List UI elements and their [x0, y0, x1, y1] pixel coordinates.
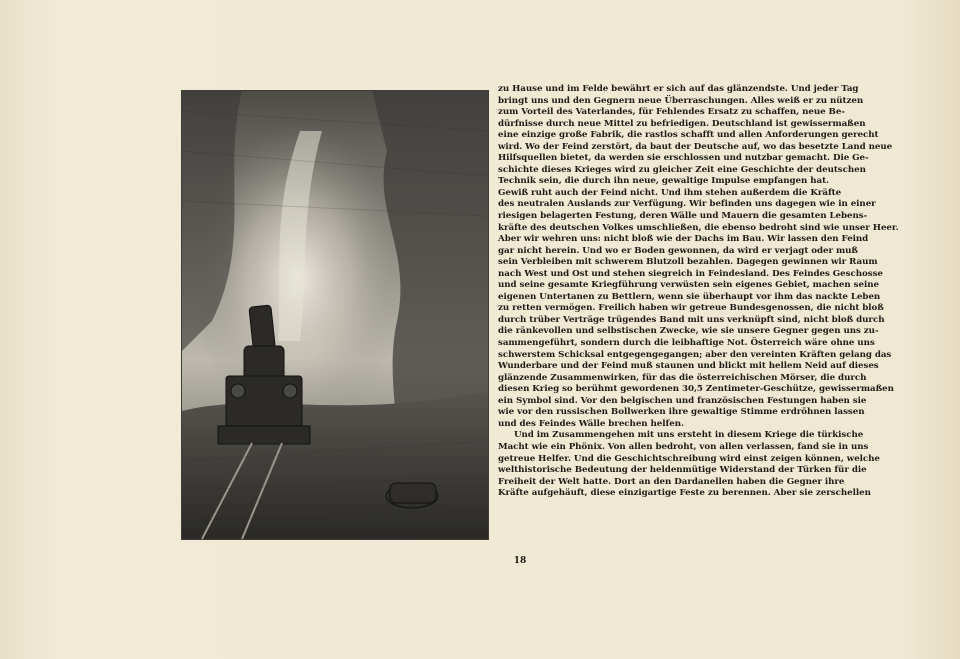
text-line: ein Symbol sind. Vor den belgischen und französischen Festungen haben sie — [498, 395, 867, 406]
text-line: Hilfsquellen bietet, da werden sie erschlossen und nutzbar gemacht. Die Ge- — [498, 153, 869, 164]
text-line: Aber wir wehren uns: nicht bloß wie der Dachs im Bau. Wir lassen den Feind — [498, 234, 869, 245]
text-line: Freiheit der Welt hatte. Dort an den Dardanellen haben die Gegner ihre — [498, 476, 845, 487]
text-line: eigenen Untertanen zu Bettlern, wenn sie überhaupt vor ihm das nackte Leben — [498, 291, 881, 302]
text-line: zum Vorteil des Vaterlandes, für Fehlendes Ersatz zu schaffen, neue Be- — [498, 107, 845, 118]
illustration-plate — [182, 91, 488, 539]
text-line: die ränkevollen und selbstischen Zwecke, wie sie unsere Gegner gegen uns zu- — [498, 326, 879, 337]
text-line: sein Verbleiben mit schwerem Blutzoll bezahlen. Dagegen gewinnen wir Raum — [498, 257, 878, 268]
text-line: zu retten vermögen. Freilich haben wir getreue Bundesgenossen, die nicht bloß — [498, 303, 884, 314]
text-line: des neutralen Auslands zur Verfügung. Wir befinden uns dagegen wie in einer — [498, 199, 876, 210]
text-line: sammengeführt, sondern durch die leibhaftige Not. Österreich wäre ohne uns — [498, 338, 875, 349]
text-line: glänzende Zusammenwirken, für das die österreichischen Mörser, die durch — [498, 372, 867, 383]
text-line: Macht wie ein Phönix. Von allen bedroht, von allen verlassen, fand sie in uns — [498, 441, 869, 452]
text-line: Und im Zusammengehen mit uns ersteht in diesem Kriege die türkische — [514, 430, 864, 441]
text-line: welthistorische Bedeutung der heldenmütige Widerstand der Türken für die — [498, 465, 867, 476]
text-line: riesigen belagerten Festung, deren Wälle und Mauern die gesamten Lebens- — [498, 211, 868, 222]
page-number: 18 — [513, 556, 527, 566]
text-line: wird. Wo der Feind zerstört, da baut der Deutsche auf, wo das besetzte Land neue — [498, 141, 893, 152]
text-line: kräfte des deutschen Volkes umschließen, die ebenso bedroht sind wie unser Heer. — [498, 222, 899, 233]
mortar-illustration — [182, 91, 488, 539]
text-line: zu Hause und im Felde bewährt er sich auf das glänzendste. Und jeder Tag — [498, 84, 859, 94]
text-line: wie vor den russischen Bollwerken ihre gewaltige Stimme erdröhnen lassen — [498, 407, 865, 418]
text-line: eine einzige große Fabrik, die rastlos schafft und allen Anforderungen gerecht — [498, 130, 879, 141]
text-line: nach West und Ost und stehen siegreich in Feindesland. Des Feindes Geschosse — [498, 268, 883, 279]
text-line: schwerstem Schicksal entgegengegangen; aber den vereinten Kräften gelang das — [498, 349, 892, 360]
text-line: getreue Helfer. Und die Geschichtschreibung wird einst zeigen können, welche — [498, 453, 880, 464]
text-line: und des Feindes Wälle brechen helfen. — [498, 418, 684, 429]
text-line: bringt uns und den Gegnern neue Überraschungen. Alles weiß er zu nützen — [498, 95, 864, 106]
text-line: durch trüber Verträge trügendes Band mit uns verknüpft sind, nicht bloß durch — [498, 314, 885, 325]
body-text — [498, 84, 899, 554]
text-line: dürfnisse durch neue Mittel zu befriedigen. Deutschland ist gewissermaßen — [498, 118, 866, 129]
text-line: Gewiß ruht auch der Feind nicht. Und ihm stehen außerdem die Kräfte — [498, 187, 842, 198]
text-line: Wunderbare und der Feind muß staunen und blickt mit hellem Neid auf dieses — [498, 361, 879, 372]
text-line: gar nicht herein. Und wo er Boden gewonnen, da wird er verjagt oder muß — [498, 245, 858, 256]
text-line: diesen Krieg so berühmt gewordenen 30,5 Zentimeter-Geschütze, gewissermaßen — [498, 384, 894, 395]
text-line: schichte dieses Krieges wird zu gleicher Zeit eine Geschichte der deutschen — [498, 164, 866, 175]
text-line: Technik sein, die durch ihn neue, gewaltige Impulse empfangen hat. — [498, 176, 830, 187]
text-line: Kräfte aufgehäuft, diese einzigartige Feste zu berennen. Aber sie zerschellen — [498, 488, 871, 499]
text-line: und seine gesamte Kriegführung verwüsten sein eigenes Gebiet, machen seine — [498, 280, 879, 291]
